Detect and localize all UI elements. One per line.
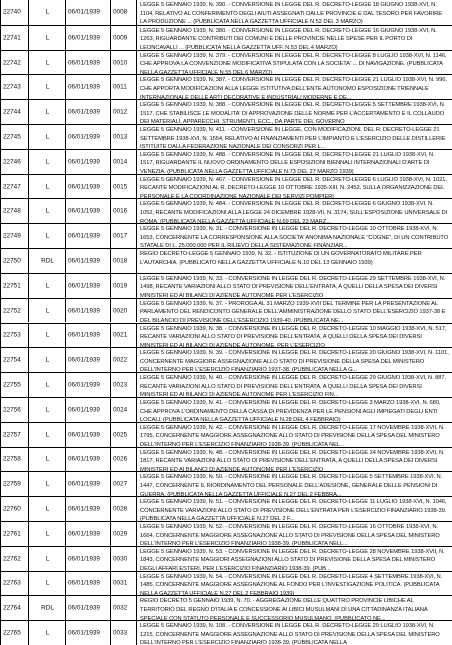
record-id-cell xyxy=(1,274,29,298)
record-date-cell xyxy=(66,398,111,422)
record-date: 06/01/1939 xyxy=(68,331,100,339)
record-type-cell xyxy=(29,423,66,447)
record-number-cell xyxy=(111,150,137,174)
record-date: 06/01/1939 xyxy=(68,133,100,141)
record-id: 22743 xyxy=(3,83,21,91)
record-text-cell xyxy=(137,100,452,124)
record-id: 22762 xyxy=(3,555,21,563)
record-id: 22754 xyxy=(3,356,21,364)
record-id-cell xyxy=(1,547,29,571)
record-type: L xyxy=(45,8,50,16)
table-row xyxy=(1,174,452,199)
record-type: L xyxy=(45,629,50,637)
record-number: 0017 xyxy=(113,232,128,240)
record-type-cell xyxy=(29,51,66,75)
table-row xyxy=(1,50,452,75)
record-date-cell xyxy=(66,572,111,596)
record-id: 22759 xyxy=(3,480,21,488)
record-id: 22755 xyxy=(3,381,21,389)
record-date: 06/01/1939 xyxy=(68,108,100,116)
table-row xyxy=(1,422,452,447)
record-text-cell xyxy=(137,472,452,496)
record-type-cell xyxy=(29,125,66,149)
record-number: 0033 xyxy=(113,629,128,637)
table-row xyxy=(1,223,452,248)
record-type: L xyxy=(45,34,50,42)
record-type-cell xyxy=(29,596,66,620)
record-text: LEGGE 5 GENNAIO 1939, N. 53. - CONVERSIONE IN LEGGE DEL R. DECRETO-LEGGE 28 NOVEMBRE 1938-XVII, N. 1843, CONCERNENTE MAGGIORI ASSEGNAZIONI ALLO STATO DI PREVISIONE DELLA SPESA DEL MINISTERO DEGLI AFFARI ESTERI, PER L'ESERCIZIO FINANZIARIO 1938-39. (PUB... xyxy=(140,548,445,571)
record-date-cell xyxy=(66,150,111,174)
record-text: LEGGE 5 GENNAIO 1939, N. 380. - CONVERSIONE IN LEGGE DEL R. DECRETO-LEGGE 16 GIUGNO 1938-XVI, N. 1263, RIGUARDANTE CONTRIBUTI DEI COMUNI E DELLE PROVINCIE NELLE SPESE PER IL PORTO DI LEONCAVALLI ... (PUBBLICATA NELLA GAZZETTA UFF. N.53 DEL 4 MARZO) xyxy=(140,27,437,50)
record-text-cell xyxy=(137,274,452,298)
record-text-cell xyxy=(137,150,452,174)
record-type: L xyxy=(45,530,50,538)
record-type: L xyxy=(45,455,50,463)
record-type: L xyxy=(45,282,50,290)
table-row xyxy=(1,99,452,124)
record-date-cell xyxy=(66,51,111,75)
record-type-cell xyxy=(29,274,66,298)
record-date: 06/01/1939 xyxy=(68,207,100,215)
record-id-cell xyxy=(1,125,29,149)
table-row xyxy=(1,595,452,620)
record-type-cell xyxy=(29,324,66,348)
record-number: 0012 xyxy=(113,108,128,116)
record-date-cell xyxy=(66,373,111,397)
record-text-cell xyxy=(137,224,452,248)
record-number-cell xyxy=(111,373,137,397)
record-text-cell xyxy=(137,26,452,50)
record-date: 06/01/1939 xyxy=(68,8,100,16)
record-type-cell xyxy=(29,199,66,223)
record-text: LEGGE 5 GENNAIO 1939, N. 51. - CONVERSIONE IN LEGGE DEL R. DECRETO-LEGGE 11 LUGLIO 1938-XVI, N. 1046, CONCERNENTE VARIAZIONI ALLO STATO DI PREVISIONE DELL'ENTRATA PER L'ESERCIZIO FINANZIARIO 1938-39. (PUBBLICATA NELLA GAZZETTA UFFICIALE N.27 DEL 2 F... xyxy=(140,499,447,521)
record-date: 06/01/1939 xyxy=(68,431,100,439)
record-date-cell xyxy=(66,75,111,99)
record-type-cell xyxy=(29,0,66,25)
record-number-cell xyxy=(111,547,137,571)
record-id: 22763 xyxy=(3,579,21,587)
record-number: 0032 xyxy=(113,604,128,612)
record-number-cell xyxy=(111,100,137,124)
record-id: 22764 xyxy=(3,604,21,612)
record-date: 06/01/1939 xyxy=(68,629,100,637)
record-number-cell xyxy=(111,26,137,50)
record-number: 0025 xyxy=(113,431,128,439)
record-date: 06/01/1939 xyxy=(68,183,100,191)
record-id: 22744 xyxy=(3,108,21,116)
record-text: LEGGE 5 GENNAIO 1939, N. 33. - CONVERSIONE IN LEGGE DEL R. DECRETO-LEGGE 29 SETTEMBRE 1938-XVI, N. 1498, RECANTE VARIAZIONI ALLO STATO DI PREVISIONE DELL'ENTRATA, A QUELLI DELLA SPESA DEI DIVERSI MINISTERI ED AI BILANCI DI AZIENDE AUTONOME PER L'ESERCIZIO xyxy=(140,275,446,298)
record-text: REGIO DECRETO 5 GENNAIO 1939, N. 70. - AGGREGAZIONE DELLE QUATTRO PROVINCIE LIBICHE AL TERRITORIO DEL REGNO D'ITALIA E CONCESSIONE AI LIBICI MUSULMANI DI UNA CITTADINANZA ITALIANA SPECIALE CON STATUTO PERSONALE E SUCCESSORIO MUSULMANO. (PUBBLICATO NE... xyxy=(140,598,428,621)
record-date: 06/01/1939 xyxy=(68,158,100,166)
record-text: LEGGE 5 GENNAIO 1939, N. 390. - CONVERSIONE IN LEGGE DEL R. DECRETO-LEGGE 18 GIUGNO 1938-XVI, N. 1104, RELATIVO AL CONFERIMENTO DEGLI AIUTI ASSEGNATI DALLE PROVINCIE E DAL TESORO PER FAVORIRE LA PRODUZIONE ... (PUBBLICATA NELLA GAZZETTA UFFICIALE N.52 DEL 3 MARZO) xyxy=(140,2,443,25)
record-text-cell xyxy=(137,299,452,323)
table-row xyxy=(1,471,452,496)
record-text-cell xyxy=(137,572,452,596)
record-date: 06/01/1939 xyxy=(68,307,100,315)
table-row xyxy=(1,298,452,323)
record-id-cell xyxy=(1,175,29,199)
record-date-cell xyxy=(66,175,111,199)
record-number-cell xyxy=(111,299,137,323)
record-id: 22740 xyxy=(3,8,21,16)
table-row xyxy=(1,521,452,546)
record-id: 22760 xyxy=(3,505,21,513)
record-text-cell xyxy=(137,398,452,422)
record-id-cell xyxy=(1,448,29,472)
record-type-cell xyxy=(29,299,66,323)
record-id: 22753 xyxy=(3,331,21,339)
record-type: L xyxy=(45,331,50,339)
table-row xyxy=(1,0,452,25)
record-text: LEGGE 5 GENNAIO 1939, N. 42. - CONVERSIONE IN LEGGE DEL R. DECRETO-LEGGE 17 NOVEMBRE 1938-XVII, N. 1795, CONCERNENTE MAGGIORE ASSEGNAZIONE ALLO STATO DI PREVISIONE DELLA SPESA DEL MINISTERO DELL'INTERNO PER L'ESERCIZIO FINANZIARIO 1938-39. (PUBBLICATA NEL... xyxy=(140,424,445,447)
record-id-cell xyxy=(1,373,29,397)
table-row xyxy=(1,447,452,472)
record-text: LEGGE 5 GENNAIO 1939, N. 379. - CONVERSIONE IN LEGGE DEL R. DECRETO-LEGGE 8 LUGLIO 1938-XVI, N. 1146, CHE APPROVA LA CONVENZIONE MODIFICATIVA STIPULATA CON LA SOCIETA' ... DI NAVIGAZIONE. (PUBBLICATA NELLA GAZZETTA UFFICIALE N.55 DEL 6 MARZO) xyxy=(140,52,447,75)
record-number-cell xyxy=(111,596,137,620)
record-text: LEGGE 5 GENNAIO 1939, N. 37. - PROROGA AL 31 MARZO 1939-XVII DEL TERMINE PER LA PRESENTAZIONE AL PARLAMENTO DEL RENDICONTO GENERALE DELL'AMMINISTRAZIONE DELLO STATO DELL'ESERCIZIO 1937-38 E DEL BILANCIO DI PREVISIONE DELL'ESERCIZIO 1939-40. (PUBBLICATA NE... xyxy=(140,300,446,323)
table-row xyxy=(1,248,452,273)
record-number-cell xyxy=(111,497,137,521)
record-id-cell xyxy=(1,621,29,645)
record-text: LEGGE 5 GENNAIO 1939, N. 467. - CONVERSIONE IN LEGGE DEL R. DECRETO-LEGGE 6 LUGLIO 1938-XVI, N. 1021, RECANTE MODIFICAZIONI AL R. DECRETO-LEGGE 10 OTTOBRE 1935-XIII, N. 2452, SULLA ORGANIZZAZIONE DEL PERSONALE E LA COORDINAZIONE NAZIONALE DEI SERVIZI POMPIERI xyxy=(140,176,447,199)
record-date: 06/01/1939 xyxy=(68,530,100,538)
record-date: 06/01/1939 xyxy=(68,356,100,364)
record-date-cell xyxy=(66,125,111,149)
record-text-cell xyxy=(137,423,452,447)
record-number: 0013 xyxy=(113,133,128,141)
record-type: L xyxy=(45,480,50,488)
record-date-cell xyxy=(66,448,111,472)
record-type-cell xyxy=(29,472,66,496)
record-date-cell xyxy=(66,249,111,273)
record-type-cell xyxy=(29,621,66,645)
record-text: LEGGE 5 GENNAIO 1939, N. 108. - CONVERSIONE IN LEGGE DEL R. DECRETO-LEGGE 29 LUGLIO 1938-XVI, N. 1215, CONCERNENTE MAGGIORE ASSEGNAZIONE ALLO STATO DI PREVISIONE DELLA SPESA DEL MINISTERO DELL'INTERNO PER L'ESERCIZIO FINANZIARIO 1938-39. (PUBBLICATA NELLA xyxy=(140,623,440,645)
record-date-cell xyxy=(66,423,111,447)
record-type-cell xyxy=(29,547,66,571)
record-type-cell xyxy=(29,572,66,596)
record-type: L xyxy=(45,505,50,513)
record-text-cell xyxy=(137,324,452,348)
record-date-cell xyxy=(66,0,111,25)
record-type: L xyxy=(45,183,50,191)
record-date-cell xyxy=(66,472,111,496)
record-date: 06/01/1939 xyxy=(68,505,100,513)
record-id: 22745 xyxy=(3,133,21,141)
record-type: L xyxy=(45,83,50,91)
record-date-cell xyxy=(66,497,111,521)
record-text-cell xyxy=(137,348,452,372)
record-number-cell xyxy=(111,522,137,546)
record-id-cell xyxy=(1,522,29,546)
record-text-cell xyxy=(137,51,452,75)
record-type: L xyxy=(45,356,50,364)
record-id-cell xyxy=(1,75,29,99)
record-text: LEGGE 5 GENNAIO 1939, N. 411. - CONVERSIONE IN LEGGE, CON MODIFICAZIONI, DEL R. DECRETO-LEGGE 21 SETTEMBRE 1938-XVI, N. 1554, RELATIVO AI FINANZIAMENTI PER L'IMPIANTO E L'ESERCIZIO DELLE DISTILLERIE ISTITUITE DALLA FEDERAZIONE NAZIONALE DEI CONSORZI PER L... xyxy=(140,127,446,149)
record-type: RDL xyxy=(41,257,54,265)
record-id-cell xyxy=(1,100,29,124)
record-number: 0024 xyxy=(113,406,128,414)
record-date-cell xyxy=(66,621,111,645)
record-type: L xyxy=(45,381,50,389)
record-date: 06/01/1939 xyxy=(68,480,100,488)
record-date: 06/01/1939 xyxy=(68,406,100,414)
record-text: LEGGE 5 GENNAIO 1939, N. 387. - CONVERSIONE IN LEGGE DEL R. DECRETO-LEGGE 21 LUGLIO 1938-XVI, N. 996, CHE APPORTA MODIFICAZIONI ALLA LEGGE ISTITUTIVA DELL'ENTE AUTONOMO ESPOSIZIONE TRIENNALE INTERNAZIONALE DELLE ARTI DECORATIVE E INDUSTRIALI MODERNE E DE... xyxy=(140,77,447,100)
record-number-cell xyxy=(111,75,137,99)
record-number: 0023 xyxy=(113,381,128,389)
record-id-cell xyxy=(1,348,29,372)
record-number-cell xyxy=(111,324,137,348)
record-date: 06/01/1939 xyxy=(68,59,100,66)
record-date-cell xyxy=(66,348,111,372)
record-id-cell xyxy=(1,249,29,273)
record-text-cell xyxy=(137,547,452,571)
record-id: 22761 xyxy=(3,530,21,538)
record-number-cell xyxy=(111,572,137,596)
record-date-cell xyxy=(66,100,111,124)
record-id: 22756 xyxy=(3,406,21,414)
record-text-cell xyxy=(137,596,452,620)
record-id-cell xyxy=(1,324,29,348)
record-type: L xyxy=(45,232,50,240)
record-type: L xyxy=(45,158,50,166)
record-id: 22747 xyxy=(3,183,21,191)
record-type-cell xyxy=(29,348,66,372)
record-type-cell xyxy=(29,224,66,248)
record-type: L xyxy=(45,59,50,66)
record-text-cell xyxy=(137,497,452,521)
record-id: 22765 xyxy=(3,629,21,637)
record-date-cell xyxy=(66,522,111,546)
record-number-cell xyxy=(111,348,137,372)
record-text: LEGGE 5 GENNAIO 1939, N. 31. - CONVERSIONE IN LEGGE DEL R. DECRETO-LEGGE 10 OTTOBRE 1938-XVI, N. 1653, CONCERNENTE LA CORRESPONSIONE ALLA SOCIETA' ANONIMA NAZIONALE "COGNE", DI UN CONTRIBUTO STATALE DI L. 25.000.000 PER IL RILIEVO DELLA SISTEMAZIONE FINANZIAR... xyxy=(140,226,449,249)
record-id-cell xyxy=(1,26,29,50)
table-row xyxy=(1,496,452,521)
record-id-cell xyxy=(1,472,29,496)
record-number: 0029 xyxy=(113,530,128,538)
record-number: 0011 xyxy=(113,83,127,91)
record-text-cell xyxy=(137,199,452,223)
table-row xyxy=(1,149,452,174)
record-type: L xyxy=(45,406,50,414)
record-text: LEGGE 5 GENNAIO 1939, N. 388. - CONVERSIONE IN LEGGE DEL R. DECRETO-LEGGE 5 SETTEMBRE 1938-XVI, N. 1517, CHE STABILISCE LE MODALITA' DI APPROVAZIONE DELLE NORME PER L'ACCERTAMENTO E IL COLLAUDO DEI MATERIALI, APPARECCHI, STRUMENTI, ECC., DA PARTE DEL GOVERNO xyxy=(140,102,446,125)
record-number-cell xyxy=(111,423,137,447)
record-date: 06/01/1939 xyxy=(68,257,100,265)
record-id-cell xyxy=(1,596,29,620)
record-id-cell xyxy=(1,423,29,447)
record-number-cell xyxy=(111,249,137,273)
record-number-cell xyxy=(111,0,137,25)
record-number-cell xyxy=(111,224,137,248)
record-text-cell xyxy=(137,0,452,25)
record-type: L xyxy=(45,431,50,439)
record-id: 22758 xyxy=(3,455,21,463)
record-number-cell xyxy=(111,199,137,223)
record-text: LEGGE 5 GENNAIO 1939, N. 488. - CONVERSIONE IN LEGGE DEL R. DECRETO-LEGGE 21 LUGLIO 1938-XVI, N. 1517, RIGUARDANTE IL NUOVO ORDINAMENTO DELLE ESPOSIZIONI BIENNALI INTERNAZIONALI D'ARTE DI VENEZIA. (PUBBLICATA NELLA GAZZETTA UFFICIALE N.73 DEL 27 MARZO 1939) xyxy=(140,151,435,174)
record-id-cell xyxy=(1,199,29,223)
table-row xyxy=(1,372,452,397)
record-text-cell xyxy=(137,75,452,99)
record-type-cell xyxy=(29,373,66,397)
record-text: LEGGE 5 GENNAIO 1939, N. 50. - CONVERSIONE IN LEGGE DEL R. DECRETO-LEGGE 5 SETTEMBRE 1938-XVI, N. 1447, CONCERNENTE IL RIORDINAMENTO DEL PERSONALE DELL'ADESIONE, GENERALE DELLE PENSIONI DI GUERRA. (PUBBLICATA NELLA GAZZETTA UFFICIALE N.27 DEL 2 FEBBRA... xyxy=(140,474,443,497)
record-text-cell xyxy=(137,522,452,546)
record-id-cell xyxy=(1,497,29,521)
record-text-cell xyxy=(137,621,452,645)
table-row xyxy=(1,124,452,149)
record-text-cell xyxy=(137,373,452,397)
record-date: 06/01/1939 xyxy=(68,579,100,587)
record-id: 22752 xyxy=(3,307,21,315)
record-id: 22746 xyxy=(3,158,21,166)
table-row xyxy=(1,347,452,372)
record-date: 06/01/1939 xyxy=(68,604,100,612)
record-text: LEGGE 5 GENNAIO 1939, N. 39. - CONVERSIONE IN LEGGE DEL R. DECRETO-LEGGE 20 GIUGNO 1938-XVI, N. 1101, CONCERNENTE MAGGIORE ASSEGNAZIONE ALLO STATO DI PREVISIONE DELLA SPESA DEL MINISTERO DELL'INTERNO PER L'ESERCIZIO FINANZIARIO 1937-38. (PUBBLICATA NELLA G... xyxy=(140,350,449,373)
record-text-cell xyxy=(137,125,452,149)
record-text: LEGGE 5 GENNAIO 1939, N. 484. - CONVERSIONE IN LEGGE DEL R. DECRETO-LEGGE 6 GIUGNO 1938-XVI, N. 1052, RECANTE MODIFICAZIONI ALLA LEGGE 24 DICEMBRE 1928-VII, N. 3174, SULL'ESPOSIZIONE UNIVERSALE DI ROMA. (PUBBLICATA NELLA GAZZETTA UFFICIALE N.69 DEL 23 MARZ... xyxy=(140,201,448,224)
record-type: RDL xyxy=(41,604,54,612)
record-date-cell xyxy=(66,324,111,348)
record-date-cell xyxy=(66,199,111,223)
table-row xyxy=(1,546,452,571)
record-id-cell xyxy=(1,398,29,422)
record-date-cell xyxy=(66,299,111,323)
record-number: 0028 xyxy=(113,505,128,513)
record-text: REGIO DECRETO-LEGGE 5 GENNAIO 1939, N. 32. - ISTITUZIONE DI UN GOVERNATORATO MILITARE PER L'AUTARCHIA. (PUBBLICATO NELLA GAZZETTA UFFICIALE N.10 DEL 13 GENNAIO 1939) xyxy=(140,251,422,266)
record-date-cell xyxy=(66,547,111,571)
record-type: L xyxy=(45,133,50,141)
record-number: 0018 xyxy=(113,257,128,265)
record-number-cell xyxy=(111,621,137,645)
table-row xyxy=(1,620,452,645)
record-number-cell xyxy=(111,51,137,75)
record-number-cell xyxy=(111,472,137,496)
record-number: 0031 xyxy=(113,579,128,587)
record-date-cell xyxy=(66,596,111,620)
record-id: 22750 xyxy=(3,257,21,265)
table-row xyxy=(1,25,452,50)
record-date: 06/01/1939 xyxy=(68,232,100,240)
record-text-cell xyxy=(137,175,452,199)
record-type-cell xyxy=(29,448,66,472)
record-text: LEGGE 5 GENNAIO 1939, N. 48. - CONVERSIONE IN LEGGE DEL R. DECRETO-LEGGE 24 NOVEMBRE 1938-XVII, N. 1817, RECANTE VARIAZIONI ALLO STATO DI PREVISIONE DELL'ENTRATA, A QUELLI DELLA SPESA DEI DIVERSI MINISTERI ED AI BILANCI DI AZIENDE AUTONOME PER L'ESERCIZIO xyxy=(140,449,445,472)
record-number: 0020 xyxy=(113,307,128,315)
record-id: 22741 xyxy=(3,34,21,42)
record-id: 22751 xyxy=(3,282,21,290)
record-date: 06/01/1939 xyxy=(68,555,100,563)
table-row xyxy=(1,198,452,223)
record-date: 06/01/1939 xyxy=(68,83,100,91)
record-text: LEGGE 5 GENNAIO 1939, N. 38. - CONVERSIONE IN LEGGE DEL R. DECRETO-LEGGE 10 MAGGIO 1938-XVI, N. 517, RECANTE VARIAZIONI ALLO STATO DI PREVISIONE DELL'ENTRATA, A QUELLI DELLA SPESA DEI DIVERSI MINISTERI ED AI BILANCI DI AZIENDE AUTONOME, PER L'ESERCIZIO xyxy=(140,325,447,348)
record-number: 0016 xyxy=(113,207,128,215)
record-type-cell xyxy=(29,522,66,546)
record-text: LEGGE 5 GENNAIO 1939, N. 54. - CONVERSIONE IN LEGGE DEL R. DECRETO-LEGGE 4 SETTEMBRE 1938-XVI, N. 1485, CONCERNENTE MAGGIORE ASSEGNAZIONE AL FONDO PER L'INVESTIGAZIONE POLITICA. (PUBBLICATA NELLA GAZZETTA UFFICIALE N.27 DEL 2 FEBBRAIO 1939) xyxy=(140,573,443,596)
record-number-cell xyxy=(111,175,137,199)
table-row xyxy=(1,397,452,422)
record-number: 0015 xyxy=(113,183,128,191)
record-text-cell xyxy=(137,249,452,273)
record-number: 0010 xyxy=(113,59,128,66)
table-row xyxy=(1,74,452,99)
record-number: 0022 xyxy=(113,356,128,364)
record-number-cell xyxy=(111,398,137,422)
record-number: 0026 xyxy=(113,455,128,463)
record-id-cell xyxy=(1,0,29,25)
record-text-cell xyxy=(137,448,452,472)
record-id: 22742 xyxy=(3,59,21,66)
record-number-cell xyxy=(111,448,137,472)
record-text: LEGGE 5 GENNAIO 1939, N. 40. - CONVERSIONE IN LEGGE DEL R. DECRETO-LEGGE 29 GIUGNO 1938-XVI, N. 887, RECANTE VARIAZIONI ALLO STATO DI PREVISIONE DELL'ENTRATA, A QUELLI DELLA SPESA DEI DIVERSI MINISTERI ED AI BILANCI DI AZIENDE AUTONOME PER L'ESERCIZIO FIN... xyxy=(140,375,447,397)
record-number-cell xyxy=(111,125,137,149)
record-type-cell xyxy=(29,398,66,422)
record-type-cell xyxy=(29,100,66,124)
record-id: 22749 xyxy=(3,232,21,240)
record-text: LEGGE 5 GENNAIO 1939, N. 41. - CONVERSIONE IN LEGGE DEL R. DECRETO-LEGGE 3 MARZO 1938-XVI, N. 680, CHE APPROVA L'ORDINAMENTO DELLA CASSA DI PREVIDENZA PER LE PENSIONI AGLI IMPIEGATI DEGLI ENTI LOCALI. (PUBBLICATA NELLA GAZZETTA UFFICIALE N.28 DEL 4 FEBBRAIO) xyxy=(140,399,441,422)
record-type: L xyxy=(45,555,50,563)
record-number-cell xyxy=(111,274,137,298)
record-text: LEGGE 5 GENNAIO 1939, N. 52. - CONVERSIONE IN LEGGE DEL R. DECRETO-LEGGE 16 OTTOBRE 1938-XVI, N. 1664, CONCERNENTE MAGGIORE ASSEGNAZIONE ALLO STATO DI PREVISIONE DELLA SPESA DEL MINISTERO DELL'INTERNO PER L'ESERCIZIO FINANZIARIO 1938-39. (PUBBLICATA NELL... xyxy=(140,523,440,546)
table-row xyxy=(1,323,452,348)
record-type: L xyxy=(45,307,50,315)
record-date: 06/01/1939 xyxy=(68,381,100,389)
record-id: 22757 xyxy=(3,431,21,439)
record-number: 0009 xyxy=(113,34,128,42)
record-type-cell xyxy=(29,175,66,199)
record-date: 06/01/1939 xyxy=(68,455,100,463)
table-row xyxy=(1,571,452,596)
record-type-cell xyxy=(29,26,66,50)
record-number: 0019 xyxy=(113,282,128,290)
record-type-cell xyxy=(29,75,66,99)
record-number: 0014 xyxy=(113,158,128,166)
record-id: 22748 xyxy=(3,207,21,215)
record-id-cell xyxy=(1,224,29,248)
record-number: 0021 xyxy=(113,331,128,339)
record-date-cell xyxy=(66,274,111,298)
record-type: L xyxy=(45,207,50,215)
record-date-cell xyxy=(66,26,111,50)
record-date: 06/01/1939 xyxy=(68,282,100,290)
record-number: 0008 xyxy=(113,8,128,16)
record-id-cell xyxy=(1,572,29,596)
table-row xyxy=(1,273,452,298)
record-date-cell xyxy=(66,224,111,248)
record-id-cell xyxy=(1,150,29,174)
record-type: L xyxy=(45,108,50,116)
record-type-cell xyxy=(29,497,66,521)
record-type: L xyxy=(45,579,50,587)
record-date: 06/01/1939 xyxy=(68,34,100,42)
record-type-cell xyxy=(29,249,66,273)
record-number: 0030 xyxy=(113,555,128,563)
record-id-cell xyxy=(1,51,29,75)
record-type-cell xyxy=(29,150,66,174)
record-number: 0027 xyxy=(113,480,128,488)
record-id-cell xyxy=(1,299,29,323)
